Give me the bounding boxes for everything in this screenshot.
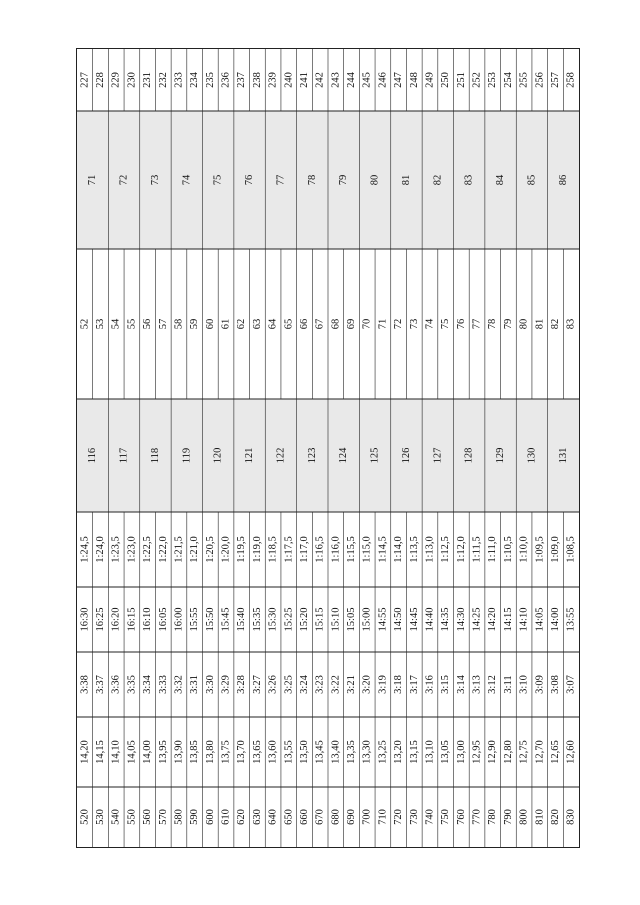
table-cell-c2: 13,70 bbox=[236, 740, 248, 764]
table-cell-c9: 233 bbox=[173, 72, 185, 88]
table-cell-c4: 15:55 bbox=[189, 607, 201, 632]
table-cell-c4: 15:45 bbox=[220, 607, 232, 632]
table-cell-c1: 830 bbox=[565, 809, 577, 825]
table-cell-c7: 81 bbox=[534, 318, 546, 330]
table-cell-c1: 570 bbox=[157, 809, 169, 825]
table-cell-c4: 14:45 bbox=[408, 607, 420, 632]
table-cell-c6: 120 bbox=[212, 447, 224, 464]
table-cell-c9: 245 bbox=[361, 72, 373, 88]
table-cell-c5: 1:11,5 bbox=[471, 536, 483, 563]
table-cell-c9: 248 bbox=[408, 72, 420, 88]
table-cell-c1: 640 bbox=[267, 809, 279, 825]
table-cell-c6: 119 bbox=[181, 447, 193, 464]
table-cell-c2: 13,60 bbox=[267, 740, 279, 764]
table-cell-c1: 620 bbox=[236, 809, 248, 825]
table-cell-c1: 750 bbox=[440, 809, 452, 825]
table-cell-c5: 1:23,0 bbox=[126, 536, 138, 563]
table-cell-c7: 61 bbox=[220, 318, 232, 330]
table-cell-c3: 3:28 bbox=[236, 675, 248, 694]
table-cell-c1: 660 bbox=[298, 809, 310, 825]
table-cell-c8: 75 bbox=[212, 174, 224, 186]
table-cell-c4: 15:25 bbox=[283, 607, 295, 632]
table-cell-c7: 64 bbox=[267, 318, 279, 330]
table-cell-c9: 246 bbox=[377, 72, 389, 88]
table-cell-c3: 3:09 bbox=[534, 675, 546, 694]
table-cell-c9: 255 bbox=[518, 72, 530, 88]
table-cell-c8: 76 bbox=[244, 174, 256, 186]
table-cell-c8: 73 bbox=[149, 174, 161, 186]
table-cell-c3: 3:23 bbox=[314, 675, 326, 694]
table-cell-c3: 3:17 bbox=[408, 675, 420, 694]
table-cell-c1: 670 bbox=[314, 809, 326, 825]
table-cell-c4: 15:15 bbox=[314, 607, 326, 632]
table-cell-c3: 3:24 bbox=[298, 675, 310, 694]
table-cell-c4: 14:05 bbox=[534, 607, 546, 632]
table-cell-c7: 58 bbox=[173, 318, 185, 330]
table-cell-c8: 82 bbox=[432, 174, 444, 186]
table-cell-c5: 1:21,5 bbox=[173, 536, 185, 563]
table-cell-c5: 1:10,5 bbox=[502, 536, 514, 563]
table-cell-c3: 3:12 bbox=[487, 675, 499, 694]
table-cell-c2: 12,95 bbox=[471, 740, 483, 764]
table-cell-c9: 242 bbox=[314, 72, 326, 88]
table-cell-c5: 1:15,5 bbox=[346, 536, 358, 563]
table-cell-c2: 14,05 bbox=[126, 740, 138, 764]
table-cell-c1: 610 bbox=[220, 809, 232, 825]
table-cell-c8: 79 bbox=[338, 174, 350, 186]
table-cell-c4: 16:00 bbox=[173, 607, 185, 632]
table-cell-c9: 231 bbox=[142, 72, 154, 88]
table-cell-c8: 78 bbox=[306, 174, 318, 186]
table-cell-c5: 1:22,5 bbox=[142, 536, 154, 563]
table-cell-c2: 13,65 bbox=[251, 740, 263, 764]
table-cell-c2: 13,55 bbox=[283, 740, 295, 764]
table-cell-c3: 3:13 bbox=[471, 675, 483, 694]
table-cell-c5: 1:20,0 bbox=[220, 536, 232, 563]
table-cell-c1: 590 bbox=[189, 809, 201, 825]
table-cell-c3: 3:07 bbox=[565, 675, 577, 694]
table-cell-c4: 16:05 bbox=[157, 607, 169, 632]
table-cell-c9: 239 bbox=[267, 72, 279, 88]
table-cell-c4: 15:50 bbox=[204, 607, 216, 632]
table-cell-c1: 600 bbox=[204, 809, 216, 825]
table-cell-c9: 257 bbox=[549, 72, 561, 88]
table-cell-c2: 13,45 bbox=[314, 740, 326, 764]
table-cell-c4: 14:30 bbox=[455, 607, 467, 632]
table-cell-c2: 13,35 bbox=[346, 740, 358, 764]
table-cell-c1: 700 bbox=[361, 809, 373, 825]
table-cell-c9: 234 bbox=[189, 72, 201, 88]
table-cell-c6: 129 bbox=[495, 447, 507, 464]
table-cell-c5: 1:17,0 bbox=[298, 536, 310, 563]
table-cell-c1: 690 bbox=[346, 809, 358, 825]
table-cell-c6: 125 bbox=[369, 447, 381, 464]
table-cell-c7: 53 bbox=[95, 318, 107, 330]
table-cell-c3: 3:15 bbox=[440, 675, 452, 694]
table-cell-c9: 228 bbox=[95, 72, 107, 88]
table-cell-c4: 15:35 bbox=[251, 607, 263, 632]
table-cell-c3: 3:11 bbox=[502, 675, 514, 694]
table-cell-c7: 59 bbox=[189, 318, 201, 330]
table-cell-c1: 770 bbox=[471, 809, 483, 825]
table-cell-c3: 3:16 bbox=[424, 675, 436, 694]
table-cell-c9: 237 bbox=[236, 72, 248, 88]
table-cell-c3: 3:21 bbox=[346, 675, 358, 694]
table-cell-c1: 820 bbox=[549, 809, 561, 825]
table-cell-c6: 131 bbox=[557, 447, 569, 464]
table-cell-c4: 14:15 bbox=[502, 607, 514, 632]
table-cell-c5: 1:19,0 bbox=[251, 536, 263, 563]
table-cell-c4: 14:00 bbox=[549, 607, 561, 632]
table-cell-c5: 1:21,0 bbox=[189, 536, 201, 563]
table-cell-c1: 800 bbox=[518, 809, 530, 825]
table-cell-c8: 83 bbox=[463, 174, 475, 186]
table-cell-c9: 229 bbox=[110, 72, 122, 88]
table-cell-c3: 3:31 bbox=[189, 675, 201, 694]
table-cell-c2: 13,90 bbox=[173, 740, 185, 764]
table-cell-c4: 14:25 bbox=[471, 607, 483, 632]
score-table-grid bbox=[77, 49, 579, 847]
table-cell-c1: 540 bbox=[110, 809, 122, 825]
table-cell-c3: 3:27 bbox=[251, 675, 263, 694]
table-cell-c7: 60 bbox=[204, 318, 216, 330]
table-cell-c7: 70 bbox=[361, 318, 373, 330]
table-cell-c2: 14,10 bbox=[110, 740, 122, 764]
table-cell-c4: 16:30 bbox=[79, 607, 91, 632]
table-cell-c7: 80 bbox=[518, 318, 530, 330]
table-cell-c6: 116 bbox=[87, 447, 99, 464]
table-cell-c7: 78 bbox=[487, 318, 499, 330]
table-cell-c8: 84 bbox=[495, 174, 507, 186]
table-cell-c9: 243 bbox=[330, 72, 342, 88]
table-cell-c5: 1:10,0 bbox=[518, 536, 530, 563]
table-cell-c7: 79 bbox=[502, 318, 514, 330]
table-cell-c9: 241 bbox=[298, 72, 310, 88]
table-cell-c3: 3:26 bbox=[267, 675, 279, 694]
table-cell-c9: 253 bbox=[487, 72, 499, 88]
table-cell-c8: 86 bbox=[557, 174, 569, 186]
table-cell-c3: 3:35 bbox=[126, 675, 138, 694]
table-cell-c8: 74 bbox=[181, 174, 193, 186]
table-cell-c7: 57 bbox=[157, 318, 169, 330]
table-cell-c5: 1:17,5 bbox=[283, 536, 295, 563]
table-cell-c1: 630 bbox=[251, 809, 263, 825]
table-cell-c9: 227 bbox=[79, 72, 91, 88]
table-cell-c3: 3:18 bbox=[393, 675, 405, 694]
table-cell-c3: 3:08 bbox=[549, 675, 561, 694]
table-cell-c6: 122 bbox=[275, 447, 287, 464]
table-cell-c9: 240 bbox=[283, 72, 295, 88]
table-cell-c3: 3:29 bbox=[220, 675, 232, 694]
table-cell-c2: 13,20 bbox=[393, 740, 405, 764]
table-cell-c4: 16:10 bbox=[142, 607, 154, 632]
table-cell-c3: 3:32 bbox=[173, 675, 185, 694]
table-cell-c2: 13,10 bbox=[424, 740, 436, 764]
table-cell-c6: 126 bbox=[400, 447, 412, 464]
table-cell-c1: 520 bbox=[79, 809, 91, 825]
table-cell-c9: 251 bbox=[455, 72, 467, 88]
table-cell-c4: 15:30 bbox=[267, 607, 279, 632]
table-cell-c5: 1:15,0 bbox=[361, 536, 373, 563]
table-cell-c2: 14,20 bbox=[79, 740, 91, 764]
table-cell-c2: 12,65 bbox=[549, 740, 561, 764]
table-cell-c3: 3:38 bbox=[79, 675, 91, 694]
table-cell-c9: 256 bbox=[534, 72, 546, 88]
table-cell-c7: 66 bbox=[298, 318, 310, 330]
table-cell-c1: 560 bbox=[142, 809, 154, 825]
table-cell-c3: 3:33 bbox=[157, 675, 169, 694]
table-cell-c3: 3:36 bbox=[110, 675, 122, 694]
table-cell-c1: 530 bbox=[95, 809, 107, 825]
table-cell-c7: 56 bbox=[142, 318, 154, 330]
table-cell-c8: 80 bbox=[369, 174, 381, 186]
score-table bbox=[76, 48, 580, 848]
table-cell-c1: 740 bbox=[424, 809, 436, 825]
table-cell-c4: 14:10 bbox=[518, 607, 530, 632]
table-cell-c7: 76 bbox=[455, 318, 467, 330]
table-cell-c3: 3:37 bbox=[95, 675, 107, 694]
table-cell-c8: 72 bbox=[118, 174, 130, 186]
table-cell-c5: 1:16,5 bbox=[314, 536, 326, 563]
table-cell-c3: 3:14 bbox=[455, 675, 467, 694]
table-cell-c3: 3:22 bbox=[330, 675, 342, 694]
table-cell-c6: 124 bbox=[338, 447, 350, 464]
table-cell-c5: 1:16,0 bbox=[330, 536, 342, 563]
table-cell-c9: 249 bbox=[424, 72, 436, 88]
table-cell-c2: 13,00 bbox=[455, 740, 467, 764]
table-cell-c7: 74 bbox=[424, 318, 436, 330]
table-cell-c1: 710 bbox=[377, 809, 389, 825]
table-cell-c7: 75 bbox=[440, 318, 452, 330]
table-cell-c6: 117 bbox=[118, 447, 130, 464]
table-cell-c9: 230 bbox=[126, 72, 138, 88]
table-cell-c7: 82 bbox=[549, 318, 561, 330]
table-cell-c9: 236 bbox=[220, 72, 232, 88]
table-cell-c4: 14:40 bbox=[424, 607, 436, 632]
table-cell-c5: 1:20,5 bbox=[204, 536, 216, 563]
table-cell-c8: 71 bbox=[87, 174, 99, 186]
table-cell-c7: 72 bbox=[393, 318, 405, 330]
table-cell-c9: 252 bbox=[471, 72, 483, 88]
table-cell-c4: 15:40 bbox=[236, 607, 248, 632]
table-cell-c1: 790 bbox=[502, 809, 514, 825]
table-cell-c2: 13,30 bbox=[361, 740, 373, 764]
table-cell-c5: 1:22,0 bbox=[157, 536, 169, 563]
table-cell-c2: 14,00 bbox=[142, 740, 154, 764]
table-cell-c7: 69 bbox=[346, 318, 358, 330]
table-cell-c8: 77 bbox=[275, 174, 287, 186]
table-cell-c2: 12,90 bbox=[487, 740, 499, 764]
table-cell-c3: 3:34 bbox=[142, 675, 154, 694]
table-cell-c9: 232 bbox=[157, 72, 169, 88]
table-cell-c4: 14:55 bbox=[377, 607, 389, 632]
table-cell-c4: 14:35 bbox=[440, 607, 452, 632]
table-cell-c9: 244 bbox=[346, 72, 358, 88]
table-cell-c9: 235 bbox=[204, 72, 216, 88]
table-cell-c2: 13,40 bbox=[330, 740, 342, 764]
table-cell-c5: 1:12,0 bbox=[455, 536, 467, 563]
table-cell-c1: 680 bbox=[330, 809, 342, 825]
table-cell-c5: 1:18,5 bbox=[267, 536, 279, 563]
table-cell-c9: 250 bbox=[440, 72, 452, 88]
table-cell-c2: 13,85 bbox=[189, 740, 201, 764]
table-cell-c4: 15:05 bbox=[346, 607, 358, 632]
table-cell-c5: 1:14,5 bbox=[377, 536, 389, 563]
table-cell-c6: 130 bbox=[526, 447, 538, 464]
table-cell-c7: 83 bbox=[565, 318, 577, 330]
table-cell-c4: 16:25 bbox=[95, 607, 107, 632]
table-cell-c3: 3:30 bbox=[204, 675, 216, 694]
table-cell-c7: 62 bbox=[236, 318, 248, 330]
table-cell-c5: 1:14,0 bbox=[393, 536, 405, 563]
table-cell-c1: 720 bbox=[393, 809, 405, 825]
table-cell-c7: 52 bbox=[79, 318, 91, 330]
table-cell-c1: 780 bbox=[487, 809, 499, 825]
table-cell-c7: 73 bbox=[408, 318, 420, 330]
table-cell-c7: 68 bbox=[330, 318, 342, 330]
table-cell-c7: 63 bbox=[251, 318, 263, 330]
table-cell-c3: 3:19 bbox=[377, 675, 389, 694]
table-cell-c2: 13,50 bbox=[298, 740, 310, 764]
table-cell-c1: 810 bbox=[534, 809, 546, 825]
table-cell-c5: 1:13,5 bbox=[408, 536, 420, 563]
table-cell-c3: 3:20 bbox=[361, 675, 373, 694]
table-cell-c5: 1:24,0 bbox=[95, 536, 107, 563]
table-cell-c2: 13,75 bbox=[220, 740, 232, 764]
table-cell-c5: 1:09,5 bbox=[534, 536, 546, 563]
table-cell-c3: 3:10 bbox=[518, 675, 530, 694]
table-cell-c1: 580 bbox=[173, 809, 185, 825]
table-cell-c5: 1:12,5 bbox=[440, 536, 452, 563]
table-cell-c2: 13,95 bbox=[157, 740, 169, 764]
table-cell-c7: 54 bbox=[110, 318, 122, 330]
table-cell-c1: 550 bbox=[126, 809, 138, 825]
table-cell-c2: 12,75 bbox=[518, 740, 530, 764]
table-cell-c2: 13,15 bbox=[408, 740, 420, 764]
table-cell-c2: 12,70 bbox=[534, 740, 546, 764]
table-cell-c1: 730 bbox=[408, 809, 420, 825]
table-cell-c4: 16:15 bbox=[126, 607, 138, 632]
table-cell-c9: 254 bbox=[502, 72, 514, 88]
table-cell-c3: 3:25 bbox=[283, 675, 295, 694]
table-cell-c2: 13,80 bbox=[204, 740, 216, 764]
table-cell-c7: 71 bbox=[377, 318, 389, 330]
table-cell-c5: 1:24,5 bbox=[79, 536, 91, 563]
table-cell-c7: 55 bbox=[126, 318, 138, 330]
table-cell-c2: 12,80 bbox=[502, 740, 514, 764]
table-cell-c6: 121 bbox=[244, 447, 256, 464]
table-cell-c5: 1:23,5 bbox=[110, 536, 122, 563]
table-cell-c5: 1:13,0 bbox=[424, 536, 436, 563]
table-cell-c7: 67 bbox=[314, 318, 326, 330]
table-cell-c5: 1:08,5 bbox=[565, 536, 577, 563]
table-cell-c4: 15:10 bbox=[330, 607, 342, 632]
table-cell-c9: 247 bbox=[393, 72, 405, 88]
table-cell-c6: 127 bbox=[432, 447, 444, 464]
table-cell-c2: 12,60 bbox=[565, 740, 577, 764]
table-cell-c4: 14:50 bbox=[393, 607, 405, 632]
table-cell-c7: 77 bbox=[471, 318, 483, 330]
table-cell-c2: 13,05 bbox=[440, 740, 452, 764]
table-cell-c8: 81 bbox=[400, 174, 412, 186]
table-cell-c1: 760 bbox=[455, 809, 467, 825]
table-cell-c1: 650 bbox=[283, 809, 295, 825]
table-cell-c2: 14,15 bbox=[95, 740, 107, 764]
table-cell-c5: 1:19,5 bbox=[236, 536, 248, 563]
table-cell-c7: 65 bbox=[283, 318, 295, 330]
table-cell-c2: 13,25 bbox=[377, 740, 389, 764]
table-cell-c4: 15:20 bbox=[298, 607, 310, 632]
table-cell-c4: 15:00 bbox=[361, 607, 373, 632]
table-cell-c8: 85 bbox=[526, 174, 538, 186]
table-cell-c6: 128 bbox=[463, 447, 475, 464]
table-cell-c6: 118 bbox=[149, 447, 161, 464]
table-cell-c9: 258 bbox=[565, 72, 577, 88]
table-cell-c4: 13:55 bbox=[565, 607, 577, 632]
table-cell-c6: 123 bbox=[306, 447, 318, 464]
table-cell-c9: 238 bbox=[251, 72, 263, 88]
table-cell-c4: 16:20 bbox=[110, 607, 122, 632]
table-cell-c5: 1:09,0 bbox=[549, 536, 561, 563]
table-cell-c5: 1:11,0 bbox=[487, 536, 499, 563]
table-cell-c4: 14:20 bbox=[487, 607, 499, 632]
